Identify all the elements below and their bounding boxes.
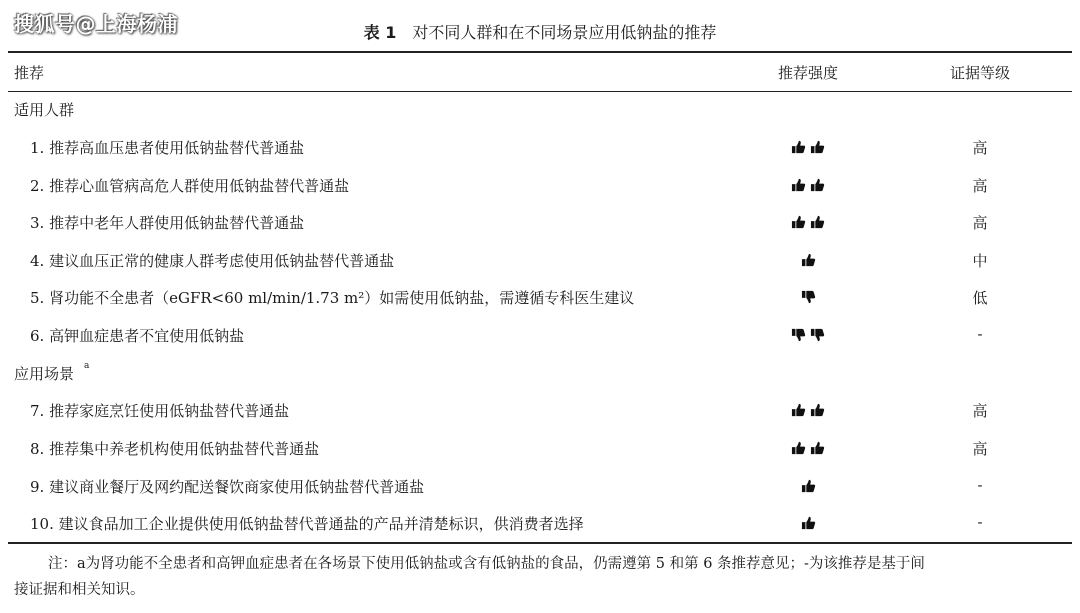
- strength-cell: [758, 212, 858, 230]
- recommendation-text: 8. 推荐集中养老机构使用低钠盐替代普通盐: [30, 440, 320, 458]
- strength-cell: [758, 513, 858, 531]
- evidence-level: -: [977, 325, 983, 343]
- bottom-rule: [8, 542, 1072, 544]
- section-header: [0, 99, 1080, 121]
- strength-icons: [789, 212, 827, 230]
- recommendation-text: 5. 肾功能不全患者（eGFR<60 ml/min/1.73 m²）如需使用低钠盐，需遵循专科医生建议: [30, 289, 635, 307]
- thumbs-down-icon: [790, 328, 807, 342]
- table-note: [14, 551, 1068, 603]
- evidence-level: 高: [972, 402, 988, 420]
- table-row: [0, 400, 1080, 422]
- thumbs-down-icon: [809, 328, 826, 342]
- table-header: [0, 62, 1080, 84]
- evidence-level: -: [977, 513, 983, 531]
- recommendation-text: 6. 高钾血症患者不宜使用低钠盐: [30, 327, 245, 345]
- table-number: 表 1: [363, 23, 397, 42]
- strength-cell: [758, 137, 858, 155]
- section-label: 应用场景: [14, 365, 75, 383]
- strength-icons: [789, 325, 827, 343]
- thumbs-up-icon: [790, 403, 807, 417]
- top-rule: [8, 51, 1072, 53]
- section-footnote-mark: a: [84, 361, 90, 371]
- header-recommendation: 推荐: [14, 64, 45, 82]
- strength-cell: [758, 325, 858, 343]
- table-row: [0, 438, 1080, 460]
- header-rule: [8, 91, 1072, 92]
- evidence-level: 低: [972, 289, 988, 307]
- strength-icons: [789, 175, 827, 193]
- recommendation-text: 3. 推荐中老年人群使用低钠盐替代普通盐: [30, 214, 305, 232]
- section-header: [0, 363, 1080, 385]
- table-row: [0, 476, 1080, 498]
- strength-cell: [758, 175, 858, 193]
- thumbs-up-icon: [790, 215, 807, 229]
- recommendation-text: 10. 建议食品加工企业提供使用低钠盐替代普通盐的产品并清楚标识，供消费者选择: [30, 515, 584, 533]
- table-row: [0, 137, 1080, 159]
- evidence-level: 高: [972, 139, 988, 157]
- recommendation-text: 7. 推荐家庭烹饪使用低钠盐替代普通盐: [30, 402, 290, 420]
- thumbs-up-icon: [809, 178, 826, 192]
- evidence-level: -: [977, 476, 983, 494]
- strength-icons: [789, 400, 827, 418]
- strength-icons: [799, 250, 818, 268]
- thumbs-up-icon: [809, 441, 826, 455]
- section-label: 适用人群: [14, 101, 75, 119]
- strength-cell: [758, 476, 858, 494]
- table-row: [0, 325, 1080, 347]
- note-line-2: 接证据和相关知识。: [14, 582, 145, 598]
- thumbs-up-icon: [790, 441, 807, 455]
- strength-icons: [799, 287, 818, 305]
- strength-icons: [799, 513, 818, 531]
- thumbs-up-icon: [790, 140, 807, 154]
- strength-icons: [799, 476, 818, 494]
- recommendation-text: 4. 建议血压正常的健康人群考虑使用低钠盐替代普通盐: [30, 252, 395, 270]
- table-title: [0, 20, 1080, 43]
- thumbs-up-icon: [809, 215, 826, 229]
- thumbs-up-icon: [800, 516, 817, 530]
- evidence-level: 高: [972, 440, 988, 458]
- strength-cell: [758, 438, 858, 456]
- header-strength: 推荐强度: [777, 64, 838, 82]
- strength-icons: [789, 438, 827, 456]
- strength-cell: [758, 400, 858, 418]
- thumbs-up-icon: [800, 253, 817, 267]
- table-row: [0, 212, 1080, 234]
- strength-cell: [758, 250, 858, 268]
- evidence-level: 高: [972, 177, 988, 195]
- strength-icons: [789, 137, 827, 155]
- recommendation-text: 1. 推荐高血压患者使用低钠盐替代普通盐: [30, 139, 305, 157]
- table-row: [0, 250, 1080, 272]
- evidence-level: 高: [972, 214, 988, 232]
- evidence-level: 中: [972, 252, 988, 270]
- thumbs-down-icon: [800, 290, 817, 304]
- note-line-1: 注：a为肾功能不全患者和高钾血症患者在各场景下使用低钠盐或含有低钠盐的食品，仍需遵第 5 和第 6 条推荐意见；-为该推荐是基于间: [48, 556, 925, 572]
- thumbs-up-icon: [800, 479, 817, 493]
- table-caption: 对不同人群和在不同场景应用低钠盐的推荐: [412, 23, 717, 42]
- watermark: 搜狐号@上海杨浦: [14, 12, 178, 36]
- table-row: [0, 287, 1080, 309]
- table-row: [0, 513, 1080, 535]
- strength-cell: [758, 287, 858, 305]
- thumbs-up-icon: [790, 178, 807, 192]
- thumbs-up-icon: [809, 403, 826, 417]
- thumbs-up-icon: [809, 140, 826, 154]
- header-evidence: 证据等级: [949, 64, 1010, 82]
- recommendation-text: 2. 推荐心血管病高危人群使用低钠盐替代普通盐: [30, 177, 350, 195]
- table-row: [0, 175, 1080, 197]
- recommendation-text: 9. 建议商业餐厅及网约配送餐饮商家使用低钠盐替代普通盐: [30, 478, 425, 496]
